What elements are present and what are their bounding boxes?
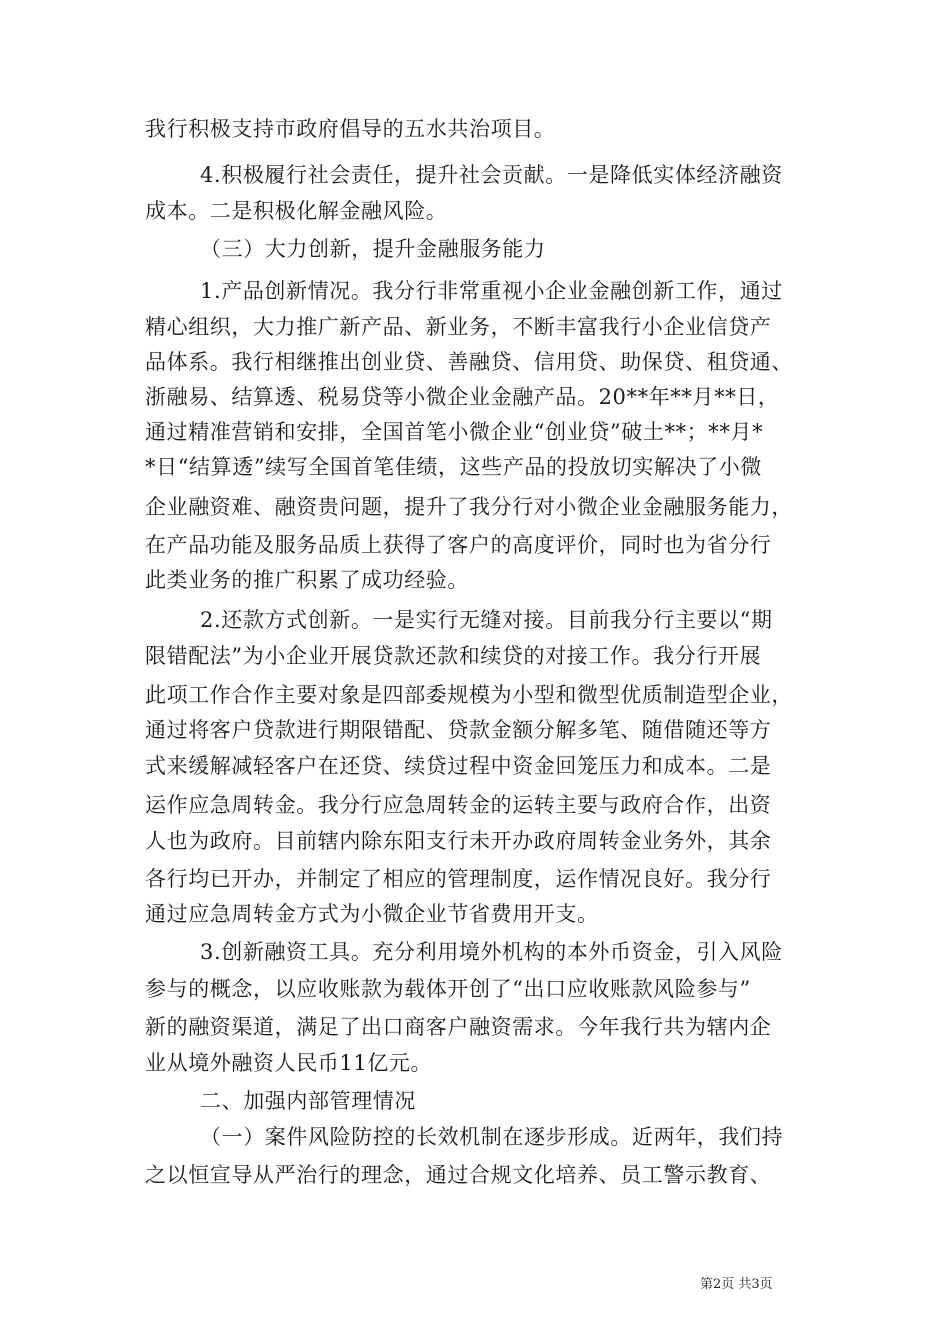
text-line: 3.创新融资工具。充分利用境外机构的本外币资金，引入风险 [200, 940, 783, 964]
text-line: 之以恒宣导从严治行的理念，通过合规文化培养、员工警示教育、 [145, 1163, 772, 1187]
text-line: 1.产品创新情况。我分行非常重视小企业金融创新工作，通过 [200, 279, 783, 303]
text-line: 通过精准营销和安排，全国首笔小微企业“创业贷”破土**；**月* [145, 420, 764, 444]
text-line: 品体系。我行相继推出创业贷、善融贷、信用贷、助保贷、租贷通、 [145, 350, 793, 374]
text-line: 通过将客户贷款进行期限错配、贷款金额分解多笔、随借随还等方 [145, 718, 772, 742]
text-line: 我行积极支持市政府倡导的五水共治项目。 [145, 117, 556, 141]
text-line: 各行均已开办，并制定了相应的管理制度，运作情况良好。我分行 [145, 867, 772, 891]
text-line: 2.还款方式创新。一是实行无缝对接。目前我分行主要以“期 [200, 608, 773, 632]
text-line: *日“结算透”续写全国首笔佳绩，这些产品的投放切实解决了小微 [145, 455, 762, 479]
text-line: 限错配法”为小企业开展贷款还款和续贷的对接工作。我分行开展 [145, 644, 762, 668]
section-heading: 二、加强内部管理情况 [200, 1089, 416, 1113]
text-line: 此类业务的推广积累了成功经验。 [145, 568, 469, 592]
page-number: 第2页 共3页 [700, 1277, 773, 1292]
text-line: 运作应急周转金。我分行应急周转金的运转主要与政府合作，出资 [145, 793, 772, 817]
section-heading: （三）大力创新，提升金融服务能力 [200, 237, 546, 261]
text-line: 在产品功能及服务品质上获得了客户的高度评价，同时也为省分行 [145, 533, 772, 557]
text-line: 浙融易、结算透、税易贷等小微企业金融产品。20**年**月**日， [145, 385, 780, 409]
text-line: 企业融资难、融资贵问题，提升了我分行对小微企业金融服务能力， [145, 495, 793, 519]
text-line: 精心组织，大力推广新产品、新业务，不断丰富我行小企业信贷产 [145, 315, 772, 339]
text-line: 人也为政府。目前辖内除东阳支行未开办政府周转金业务外，其余 [145, 829, 772, 853]
text-line: 参与的概念，以应收账款为载体开创了“出口应收账款风险参与” [145, 977, 751, 1001]
text-line: 4.积极履行社会责任，提升社会贡献。一是降低实体经济融资 [200, 163, 783, 187]
text-line: 新的融资渠道，满足了出口商客户融资需求。今年我行共为辖内企 [145, 1015, 772, 1039]
text-line: 式来缓解减轻客户在还贷、续贷过程中资金回笼压力和成本。二是 [145, 754, 772, 778]
text-line: 业从境外融资人民币11亿元。 [145, 1051, 433, 1075]
text-line: （一）案件风险防控的长效机制在逐步形成。近两年，我们持 [200, 1125, 784, 1149]
text-line: 通过应急周转金方式为小微企业节省费用开支。 [145, 902, 599, 926]
text-line: 此项工作合作主要对象是四部委规模为小型和微型优质制造型企业， [145, 683, 793, 707]
text-line: 成本。二是积极化解金融风险。 [145, 199, 448, 223]
